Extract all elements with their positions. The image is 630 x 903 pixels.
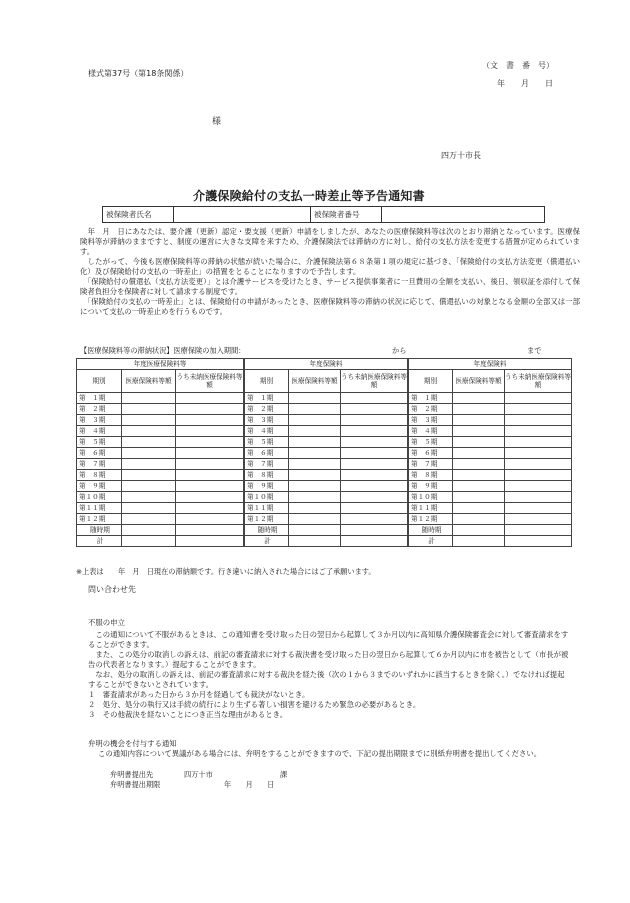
table-row	[409, 393, 572, 404]
amount-cell	[289, 536, 341, 547]
table-row	[77, 393, 244, 404]
submission-destination-label: 弁明書提出先	[110, 770, 154, 779]
period-label: 第１２期	[77, 514, 122, 525]
unpaid-cell	[341, 536, 408, 547]
insured-number-field	[382, 207, 545, 223]
unpaid-cell	[505, 404, 572, 415]
period-label: 第 ６期	[409, 448, 453, 459]
unpaid-cell	[505, 514, 572, 525]
unpaid-cell	[341, 525, 408, 536]
objection-item-2: ２ 処分、処分の執行又は手続の続行により生ずる著しい損害を避けるため緊急の必要があるとき。	[88, 700, 421, 709]
amount-cell	[289, 481, 341, 492]
explanation-paragraph: この通知内容について異議がある場合には、弁明をすることができますので、下記の提出期限までに別紙弁明書を提出してください。	[98, 749, 542, 758]
objection-item-3: ３ その他裁決を経ないことにつき正当な理由があるとき。	[88, 710, 288, 719]
period-label: 第 ８期	[409, 470, 453, 481]
amount-cell	[122, 448, 176, 459]
unpaid-cell	[176, 404, 244, 415]
unpaid-cell	[505, 525, 572, 536]
table-group-header: 年度保険料	[409, 359, 572, 370]
unpaid-cell	[505, 503, 572, 514]
amount-cell	[122, 525, 176, 536]
table-row	[245, 404, 408, 415]
column-header-amount: 医療保険料等額	[122, 370, 176, 393]
insured-name-label: 被保険者氏名	[103, 207, 174, 223]
table-row	[409, 514, 572, 525]
table-row	[409, 525, 572, 536]
amount-cell	[453, 536, 505, 547]
period-label: 第 ８期	[245, 470, 289, 481]
issue-date: 年 月 日	[497, 79, 553, 88]
unpaid-cell	[176, 470, 244, 481]
period-label: 第 ３期	[409, 415, 453, 426]
period-label: 第 ７期	[77, 459, 122, 470]
unpaid-cell	[341, 481, 408, 492]
table-group-header: 年度保険料	[245, 359, 408, 370]
period-label: 第 ５期	[245, 437, 289, 448]
unpaid-cell	[341, 492, 408, 503]
unpaid-cell	[341, 470, 408, 481]
table-row	[245, 393, 408, 404]
period-label: 第 １期	[409, 393, 453, 404]
period-label: 随時期	[409, 525, 453, 536]
table-row	[245, 415, 408, 426]
unpaid-cell	[505, 481, 572, 492]
period-label: 第１１期	[77, 503, 122, 514]
period-from: から	[392, 346, 407, 355]
table-row	[77, 415, 244, 426]
amount-cell	[453, 404, 505, 415]
table-row	[77, 437, 244, 448]
recipient-suffix: 様	[212, 117, 222, 127]
unpaid-cell	[341, 393, 408, 404]
table-group-header: 年度医療保険料等	[77, 359, 244, 370]
unpaid-cell	[176, 525, 244, 536]
page-title: 介護保険給付の支払一時差止等予告通知書	[193, 189, 425, 203]
unpaid-cell	[341, 448, 408, 459]
period-label: 第 ６期	[245, 448, 289, 459]
submission-destination-value: 四万十市	[184, 770, 213, 779]
unpaid-cell	[176, 459, 244, 470]
period-label: 第１０期	[409, 492, 453, 503]
amount-cell	[122, 481, 176, 492]
inquiry-label: 問い合わせ先	[88, 585, 136, 594]
period-label: 第 ７期	[245, 459, 289, 470]
period-label: 第１０期	[245, 492, 289, 503]
unpaid-cell	[176, 492, 244, 503]
column-header-period: 期別	[409, 370, 453, 393]
amount-cell	[289, 503, 341, 514]
submission-deadline-label: 弁明書提出期限	[110, 780, 161, 789]
objection-item-1: １ 審査請求があった日から３か月を経過しても裁決がないとき。	[88, 690, 310, 699]
unpaid-cell	[505, 393, 572, 404]
period-label: 随時期	[245, 525, 289, 536]
amount-cell	[122, 393, 176, 404]
period-label: 第 １期	[77, 393, 122, 404]
amount-cell	[289, 459, 341, 470]
amount-cell	[453, 415, 505, 426]
body-paragraph-1: 年 月 日にあなたは、要介護（更新）認定・要支援（更新）申請をしましたが、あなたの医療保険料等は次のとおり滞納となっています。医療保険料等が滞納のままですと、制度の運営に大きな支障を来すため、介護保険法では滞納の方に対し、給付の支払方法を変更する措置が定められています。	[80, 227, 580, 256]
table-row	[245, 459, 408, 470]
objection-paragraph-3: なお、処分の取消しの訴えは、前記の審査請求に対する裁決を経た後（次の１から３までのいずれかに該当するときを除く。）でなければ提起することができないとされています。	[88, 670, 565, 689]
table-footnote: ※上表は 年 月 日現在の滞納額です。行き違いに納入された場合にはご了承願います。	[76, 567, 376, 576]
amount-cell	[289, 492, 341, 503]
submission-destination-suffix: 課	[280, 770, 288, 779]
unpaid-cell	[505, 437, 572, 448]
table-row	[409, 470, 572, 481]
period-label: 計	[77, 536, 122, 547]
period-label: 第１２期	[409, 514, 453, 525]
objection-section	[88, 618, 570, 720]
table-row	[77, 404, 244, 415]
period-label: 計	[409, 536, 453, 547]
explanation-heading: 弁明の機会を付与する通知	[88, 739, 177, 748]
unpaid-cell	[341, 415, 408, 426]
amount-cell	[453, 525, 505, 536]
arrears-table-2	[244, 358, 408, 547]
amount-cell	[453, 459, 505, 470]
table-row	[245, 525, 408, 536]
table-row	[409, 415, 572, 426]
amount-cell	[289, 393, 341, 404]
period-label: 第 ３期	[245, 415, 289, 426]
unpaid-cell	[176, 514, 244, 525]
arrears-table-3	[408, 358, 572, 547]
insured-name-field	[174, 207, 311, 223]
amount-cell	[122, 470, 176, 481]
table-row	[77, 481, 244, 492]
period-label: 第１１期	[245, 503, 289, 514]
period-label: 第 ４期	[245, 426, 289, 437]
body-paragraph-4: 「保険給付の支払の一時差止」とは、保険給付の申請があったとき、医療保険料等の滞納の状況に応じて、償還払いの対象となる金額の全部又は一部について支払の一時差止めを行うものです。	[80, 297, 580, 316]
unpaid-cell	[505, 459, 572, 470]
amount-cell	[122, 426, 176, 437]
table-row	[409, 404, 572, 415]
amount-cell	[453, 393, 505, 404]
table-row	[409, 426, 572, 437]
table-row	[77, 503, 244, 514]
period-label: 第１０期	[77, 492, 122, 503]
unpaid-cell	[176, 536, 244, 547]
unpaid-cell	[341, 426, 408, 437]
table-row	[409, 481, 572, 492]
table-row	[409, 536, 572, 547]
column-header-amount: 医療保険料等額	[289, 370, 341, 393]
amount-cell	[122, 404, 176, 415]
period-label: 第１１期	[409, 503, 453, 514]
amount-cell	[453, 426, 505, 437]
unpaid-cell	[341, 459, 408, 470]
unpaid-cell	[505, 470, 572, 481]
table-row	[409, 492, 572, 503]
unpaid-cell	[505, 492, 572, 503]
table-row	[245, 470, 408, 481]
unpaid-cell	[176, 503, 244, 514]
unpaid-cell	[176, 415, 244, 426]
objection-heading: 不服の申立	[88, 618, 125, 627]
amount-cell	[122, 437, 176, 448]
column-header-unpaid: うち未納医療保険料等額	[176, 370, 244, 393]
period-label: 第 ５期	[409, 437, 453, 448]
table-row	[77, 514, 244, 525]
amount-cell	[122, 503, 176, 514]
table-row	[245, 536, 408, 547]
unpaid-cell	[505, 426, 572, 437]
amount-cell	[453, 481, 505, 492]
amount-cell	[453, 514, 505, 525]
amount-cell	[289, 404, 341, 415]
table-row	[77, 426, 244, 437]
unpaid-cell	[505, 448, 572, 459]
period-label: 第 ５期	[77, 437, 122, 448]
arrears-table-1	[76, 358, 244, 547]
amount-cell	[122, 492, 176, 503]
table-row	[409, 437, 572, 448]
body-paragraph-2: したがって、今後も医療保険料等の滞納の状態が続いた場合に、介護保険法第６８条第１項の規定に基づき、「保険給付の支払方法変更（償還払い化）及び保険給付の支払の一時差止」の措置をとることになりますので予告します。	[80, 257, 580, 276]
notice-body	[80, 227, 580, 317]
unpaid-cell	[176, 426, 244, 437]
issuer: 四万十市長	[441, 151, 481, 160]
body-paragraph-3: 「保険給付の償還払（支払方法変更）」とは介護サービスを受けたとき、サービス提供事業者に一旦費用の全額を支払い、後日、領収証を添付して保険者負担分を保険者に対して請求する制度です。	[80, 277, 580, 296]
unpaid-cell	[176, 437, 244, 448]
period-until: まで	[527, 346, 542, 355]
unpaid-cell	[341, 503, 408, 514]
period-label: 第 ４期	[77, 426, 122, 437]
period-label: 第 ７期	[409, 459, 453, 470]
period-label: 第 ９期	[409, 481, 453, 492]
period-label: 随時期	[77, 525, 122, 536]
period-label: 第 ２期	[409, 404, 453, 415]
unpaid-cell	[176, 393, 244, 404]
period-label: 第 ６期	[77, 448, 122, 459]
amount-cell	[289, 470, 341, 481]
document-number: （文 書 番 号）	[482, 61, 554, 70]
amount-cell	[289, 514, 341, 525]
period-label: 第 ９期	[77, 481, 122, 492]
period-label: 第 １期	[245, 393, 289, 404]
table-row	[77, 536, 244, 547]
period-label: 第１２期	[245, 514, 289, 525]
form-number: 様式第37号（第18条関係）	[88, 69, 189, 78]
table-row	[77, 492, 244, 503]
unpaid-cell	[176, 481, 244, 492]
unpaid-cell	[505, 415, 572, 426]
amount-cell	[453, 470, 505, 481]
insured-info-table	[102, 206, 545, 223]
table-row	[409, 459, 572, 470]
period-label: 計	[245, 536, 289, 547]
table-row	[245, 481, 408, 492]
amount-cell	[289, 437, 341, 448]
amount-cell	[453, 492, 505, 503]
unpaid-cell	[341, 437, 408, 448]
amount-cell	[289, 525, 341, 536]
column-header-unpaid: うち未納医療保険料等額	[505, 370, 572, 393]
unpaid-cell	[505, 536, 572, 547]
explanation-section	[88, 739, 570, 759]
amount-cell	[122, 415, 176, 426]
column-header-period: 期別	[77, 370, 122, 393]
objection-paragraph-1: この通知について不服があるときは、この通知書を受け取った日の翌日から起算して３か月以内に高知県介護保険審査会に対して審査請求をすることができます。	[88, 630, 569, 649]
column-header-period: 期別	[245, 370, 289, 393]
amount-cell	[289, 448, 341, 459]
submission-deadline-value: 年 月 日	[224, 780, 275, 789]
table-row	[77, 459, 244, 470]
table-row	[245, 437, 408, 448]
insured-number-label: 被保険者番号	[311, 207, 382, 223]
unpaid-cell	[176, 448, 244, 459]
table-row	[409, 503, 572, 514]
table-row	[409, 448, 572, 459]
table-row	[245, 448, 408, 459]
period-label: 第 ３期	[77, 415, 122, 426]
period-label: 第 ２期	[77, 404, 122, 415]
amount-cell	[289, 415, 341, 426]
amount-cell	[453, 437, 505, 448]
amount-cell	[453, 448, 505, 459]
table-row	[77, 470, 244, 481]
objection-paragraph-2: また、この処分の取消しの訴えは、前記の審査請求に対する裁決書を受け取った日の翌日から起算して６か月以内に市を被告として（市長が被告の代表者となります。）提起することができます。	[88, 650, 569, 669]
amount-cell	[122, 459, 176, 470]
table-row	[245, 426, 408, 437]
period-label: 第 ２期	[245, 404, 289, 415]
amount-cell	[289, 426, 341, 437]
period-label: 第 ４期	[409, 426, 453, 437]
amount-cell	[122, 514, 176, 525]
table-row	[77, 525, 244, 536]
amount-cell	[122, 536, 176, 547]
arrears-status-label: 【医療保険料等の滞納状況】医療保険の加入期間：	[80, 346, 246, 355]
period-label: 第 ８期	[77, 470, 122, 481]
unpaid-cell	[341, 514, 408, 525]
table-row	[245, 514, 408, 525]
table-row	[77, 448, 244, 459]
unpaid-cell	[341, 404, 408, 415]
column-header-unpaid: うち未納医療保険料等額	[341, 370, 408, 393]
table-row	[245, 503, 408, 514]
period-label: 第 ９期	[245, 481, 289, 492]
amount-cell	[453, 503, 505, 514]
column-header-amount: 医療保険料等額	[453, 370, 505, 393]
table-row	[245, 492, 408, 503]
